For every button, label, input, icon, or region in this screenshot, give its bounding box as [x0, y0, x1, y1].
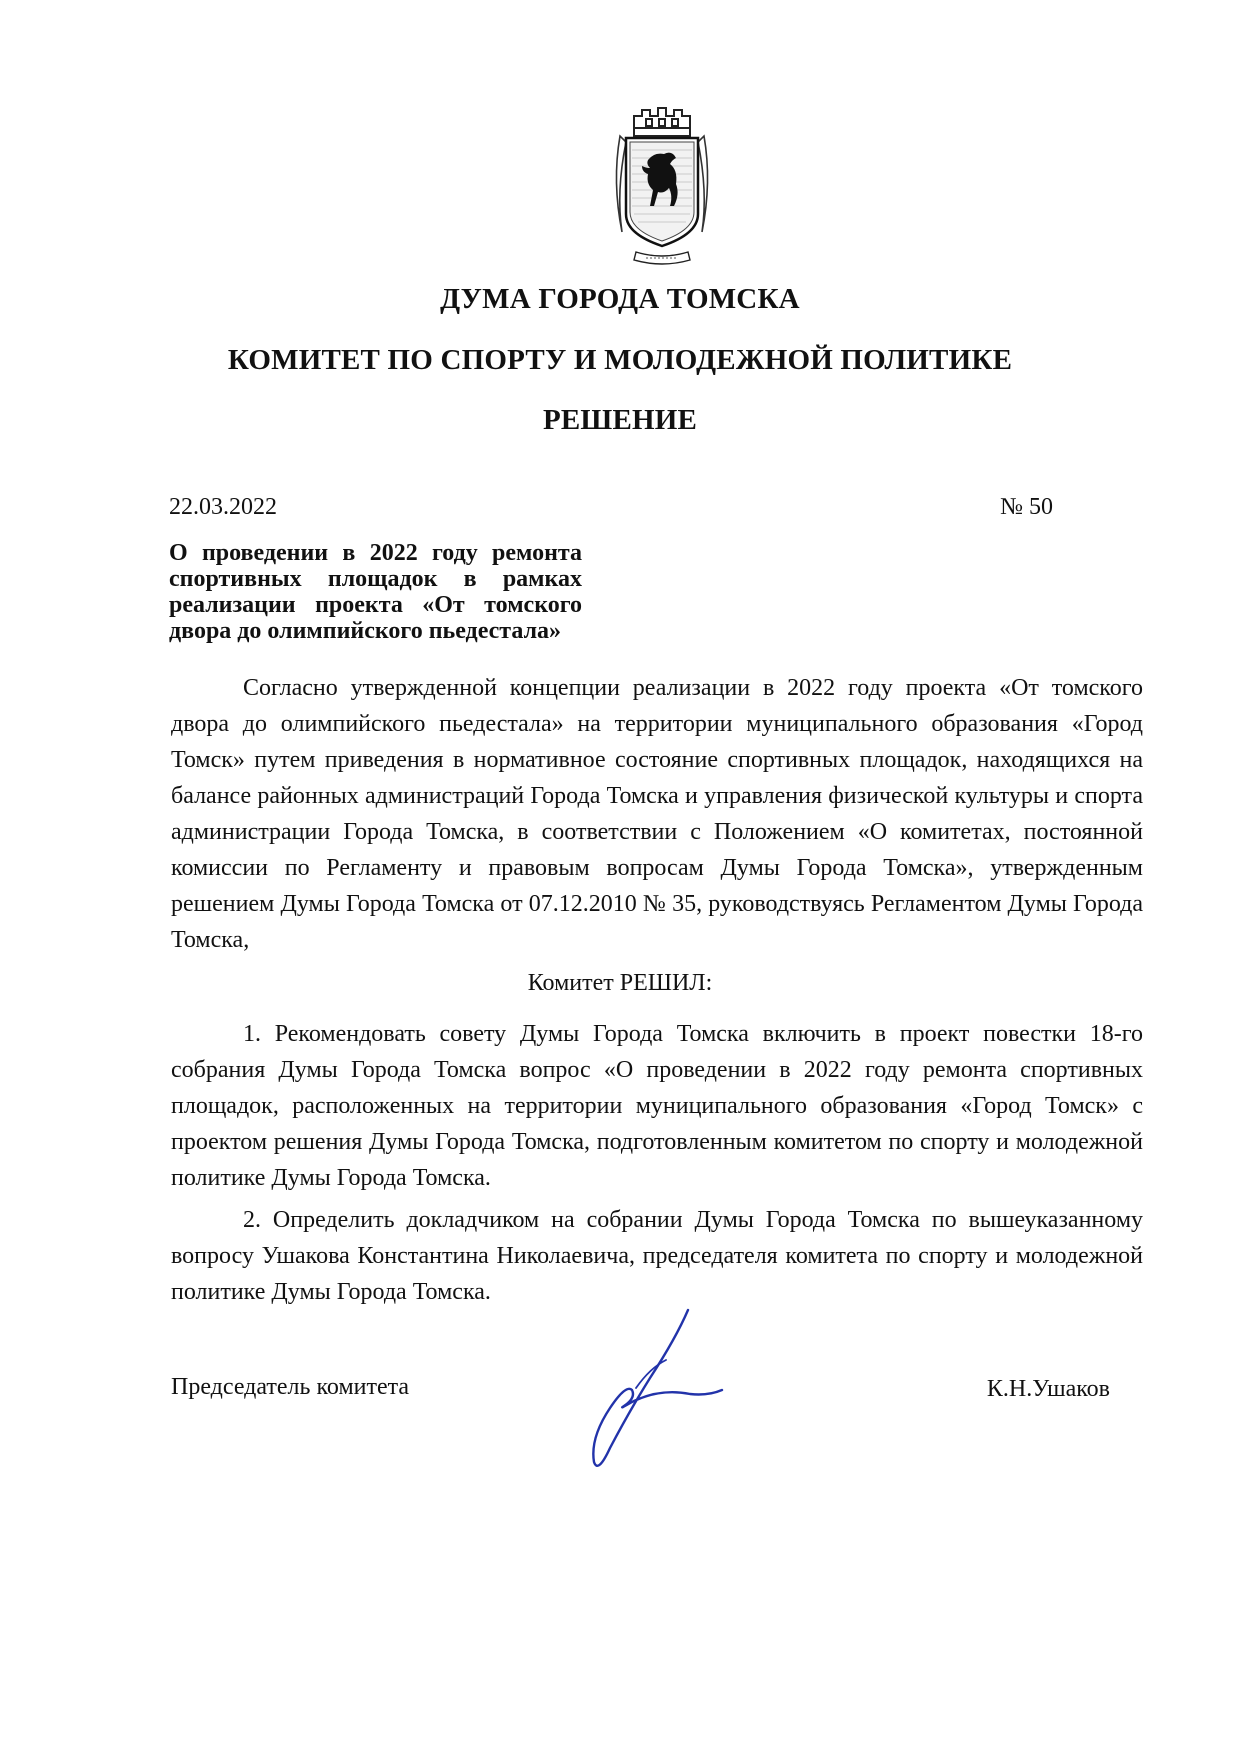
resolution-item-2: 2. Определить докладчиком на собрании Думы Города Томска по вышеуказанному вопросу Ушакова Константина Николаевича, председателя комитета по спорту и молодежной политике Думы Города Томска.: [171, 1207, 1143, 1305]
signatory-title: Председатель комитета: [171, 1374, 410, 1400]
committee-title: КОМИТЕТ ПО СПОРТУ И МОЛОДЕЖНОЙ ПОЛИТИКЕ: [227, 344, 1013, 376]
resolved-heading: Комитет РЕШИЛ:: [527, 970, 713, 996]
document-subject: [169, 540, 582, 644]
signatory-name: К.Н.Ушаков: [986, 1376, 1110, 1402]
organization-title: ДУМА ГОРОДА ТОМСКА: [440, 283, 800, 315]
handwritten-signature: [580, 1298, 730, 1478]
subject-line: спортивных площадок в рамках: [169, 566, 582, 592]
city-coat-of-arms-emblem: [606, 102, 718, 268]
subject-line: двора до олимпийского пьедестала»: [169, 618, 562, 644]
document-type-title: РЕШЕНИЕ: [542, 404, 698, 436]
subject-line: реализации проекта «От томского: [169, 592, 582, 618]
document-date: 22.03.2022: [169, 494, 277, 520]
preamble-paragraph: Согласно утвержденной концепции реализации в 2022 году проекта «От томского двора до олимпийского пьедестала» на территории муниципального образования «Город Томск» путем приведения в нормативное состояние спортивных площадок, находящихся на балансе районных администраций Города Томска и управления физической культуры и спорта администрации Города Томска, в соответствии с Положением «О комитетах, постоянной комиссии по Регламенту и правовым вопросам Думы Города Томска», утвержденным решением Думы Города Томска от 07.12.2010 № 35, руководствуясь Регламентом Думы Города Томска,: [171, 675, 1143, 953]
document-number: № 50: [1000, 494, 1053, 520]
resolution-item-1: 1. Рекомендовать совету Думы Города Томска включить в проект повестки 18-го собрания Думы Города Томска вопрос «О проведении в 2022 году ремонта спортивных площадок, расположенных на территории муниципального образования «Город Томск» с проектом решения Думы Города Томска, подготовленным комитетом по спорту и молодежной политике Думы Города Томска.: [171, 1021, 1143, 1191]
subject-line: О проведении в 2022 году ремонта: [169, 540, 582, 566]
